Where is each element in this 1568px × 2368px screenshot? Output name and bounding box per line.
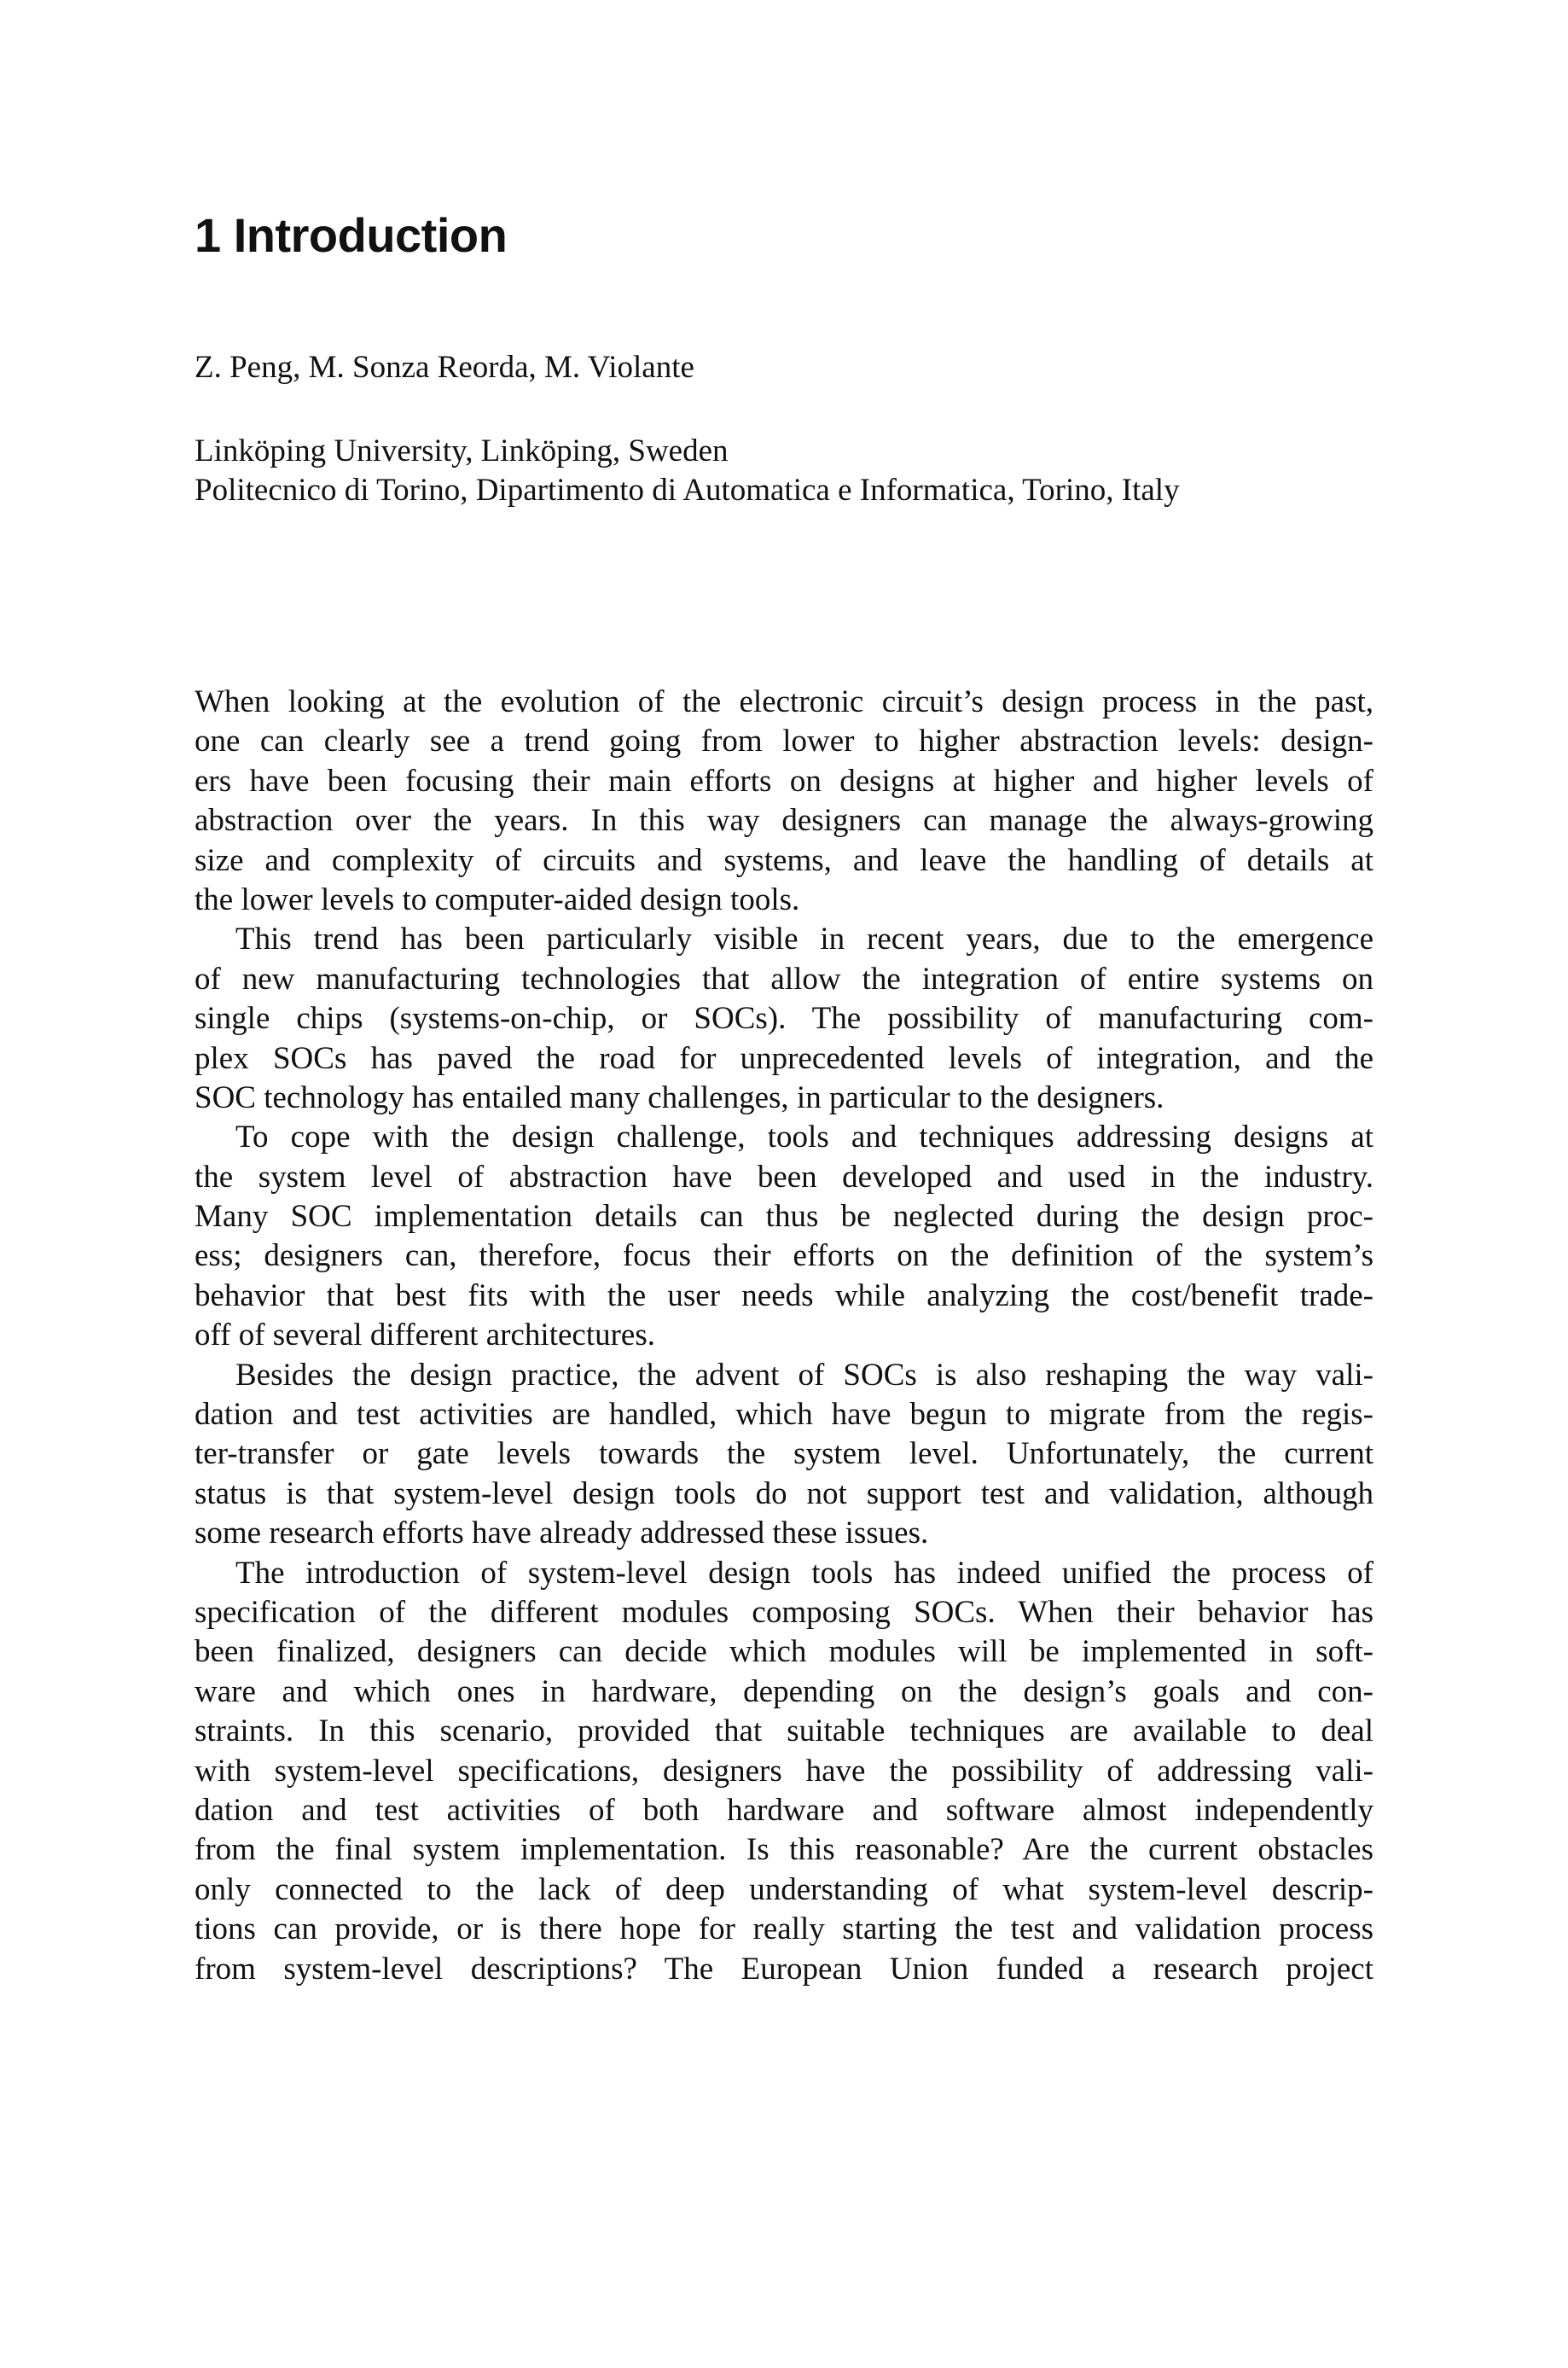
text-line: behavior that best fits with the user needs while analyzing the cost/benefit trade- [195, 1277, 1373, 1313]
text-line: This trend has been particularly visible in recent years, due to the emergence [235, 922, 1373, 957]
text-line: The introduction of system-level design tools has indeed unified the process of [235, 1555, 1373, 1591]
affiliation-linkoping: Linköping University, Linköping, Sweden [195, 433, 729, 468]
text-line: plex SOCs has paved the road for unprecedented levels of integration, and the [195, 1040, 1373, 1076]
paragraph-5 [195, 1554, 1373, 1989]
text-line: been finalized, designers can decide which modules will be implemented in soft- [195, 1634, 1373, 1670]
text-line: ess; designers can, therefore, focus their efforts on the definition of the system’s [195, 1238, 1373, 1274]
text-line: ter-transfer or gate levels towards the system level. Unfortunately, the current [195, 1436, 1373, 1472]
text-line: with system-level specifications, designers have the possibility of addressing vali- [195, 1753, 1373, 1789]
text-line: of new manufacturing technologies that allow the integration of entire systems on [195, 961, 1373, 997]
text-line: abstraction over the years. In this way designers can manage the always-growing [195, 803, 1373, 839]
chapter-title: 1 Introduction [195, 208, 508, 262]
author-list: Z. Peng, M. Sonza Reorda, M. Violante [195, 350, 694, 385]
affiliation-list [195, 432, 1180, 510]
text-line: ers have been focusing their main efforts on designs at higher and higher levels of [195, 763, 1373, 799]
text-line: straints. In this scenario, provided that suitable techniques are available to deal [195, 1713, 1373, 1749]
text-line: only connected to the lack of deep understanding of what system-level descrip- [195, 1871, 1373, 1907]
text-line: one can clearly see a trend going from lower to higher abstraction levels: design- [195, 724, 1373, 759]
text-line: When looking at the evolution of the electronic circuit’s design process in the past, [195, 684, 1373, 719]
body-text [195, 683, 1373, 1989]
text-line: To cope with the design challenge, tools and techniques addressing designs at [235, 1120, 1373, 1155]
text-line: dation and test activities of both hardware and software almost independently [195, 1792, 1373, 1828]
paragraph-3 [195, 1118, 1373, 1355]
affiliation-torino: Politecnico di Torino, Dipartimento di Automatica e Informatica, Torino, Italy [195, 473, 1180, 508]
text-line: from the final system implementation. Is this reasonable? Are the current obstacles [195, 1832, 1373, 1868]
text-line: from system-level descriptions? The European Union funded a research project [195, 1951, 1373, 1987]
text-line: the lower levels to computer-aided design tools. [195, 881, 800, 917]
text-line: ware and which ones in hardware, depending on the design’s goals and con- [195, 1673, 1373, 1709]
text-line: SOC technology has entailed many challenges, in particular to the designers. [195, 1079, 1164, 1115]
text-line: tions can provide, or is there hope for really starting the test and validation process [195, 1911, 1373, 1947]
text-line: status is that system-level design tools do not support test and validation, although [195, 1475, 1373, 1511]
text-line: dation and test activities are handled, which have begun to migrate from the regis- [195, 1397, 1373, 1433]
paragraph-4 [195, 1356, 1373, 1554]
text-line: size and complexity of circuits and systems, and leave the handling of details at [195, 842, 1373, 878]
text-line: the system level of abstraction have been developed and used in the industry. [195, 1159, 1373, 1195]
text-line: single chips (systems-on-chip, or SOCs). The possibility of manufacturing com- [195, 1001, 1373, 1037]
text-line: some research efforts have already addressed these issues. [195, 1516, 929, 1551]
paragraph-2 [195, 920, 1373, 1118]
paragraph-1 [195, 683, 1373, 920]
text-line: off of several different architectures. [195, 1318, 656, 1353]
text-line: Besides the design practice, the advent of SOCs is also reshaping the way vali- [235, 1357, 1373, 1393]
text-line: Many SOC implementation details can thus be neglected during the design proc- [195, 1199, 1373, 1235]
text-line: specification of the different modules composing SOCs. When their behavior has [195, 1594, 1373, 1630]
